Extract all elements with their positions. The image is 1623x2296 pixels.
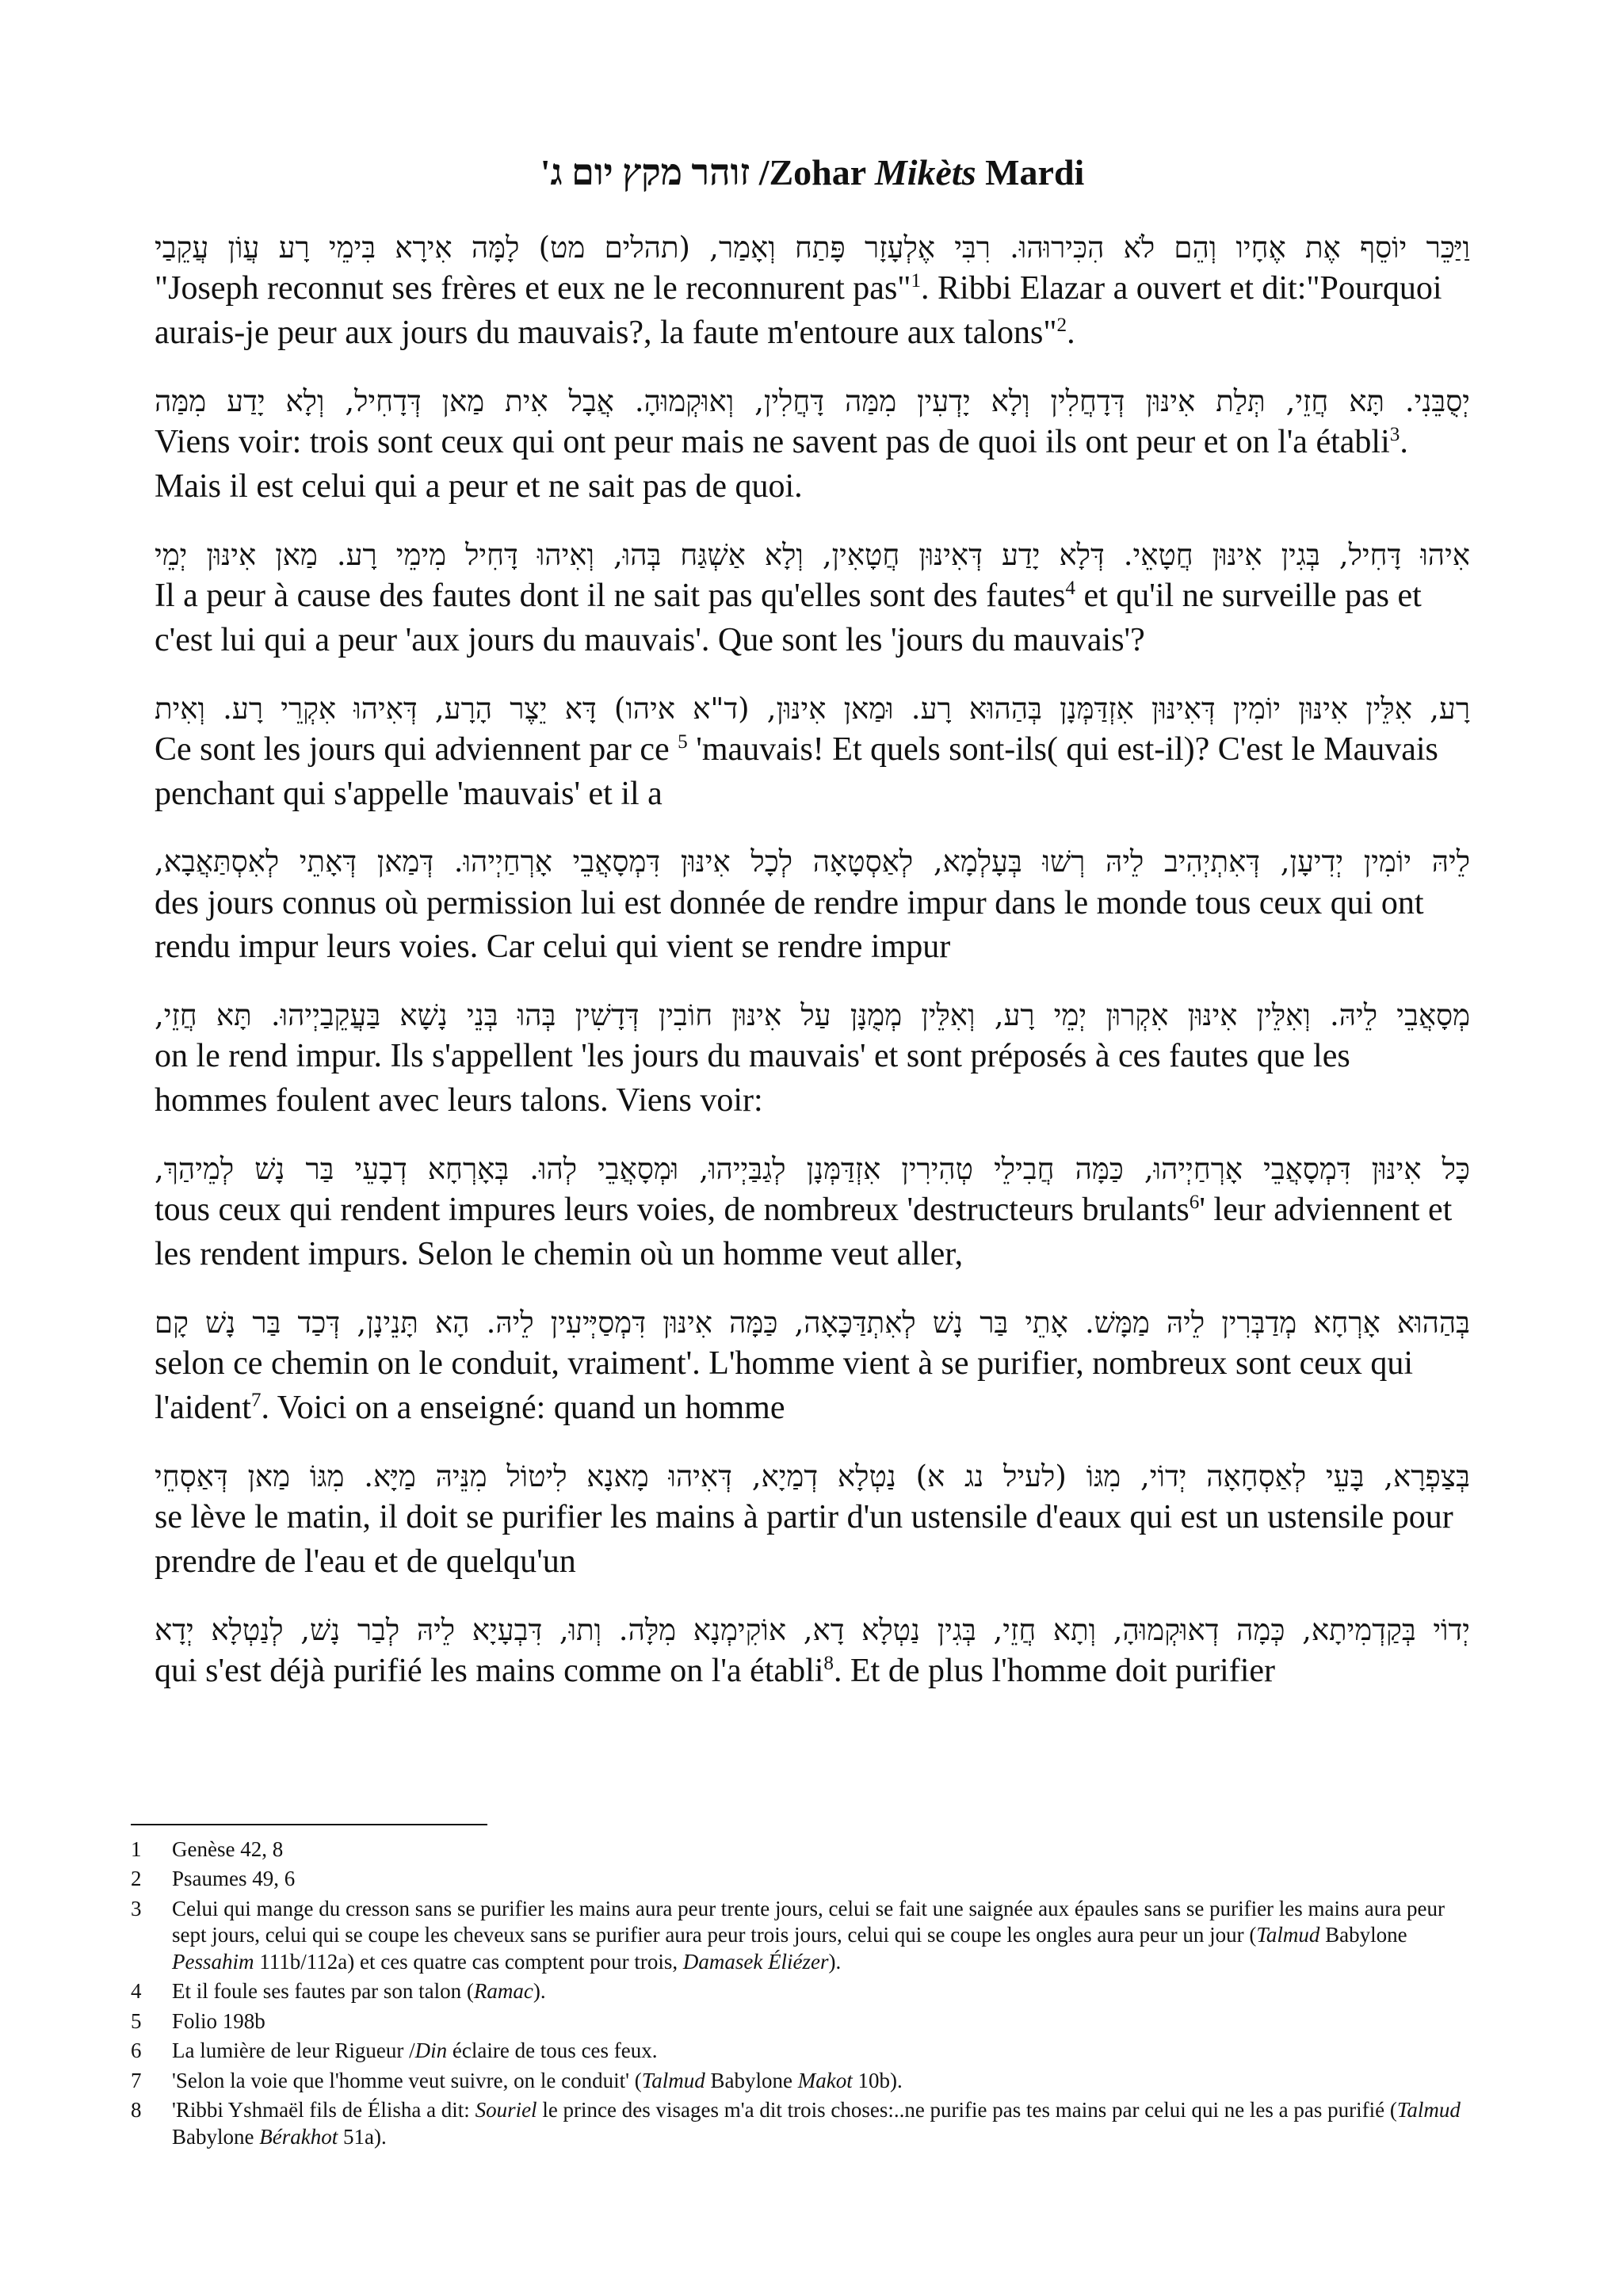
french-text: . Ribbi Elazar a ouvert et dit:"Pourquoi aurais-je peur aux jours du mauvais?, la faute m'entoure aux talons" [155, 270, 1442, 352]
hebrew-line: יְדוֹי בְּקַדְמִיתָא, כְּמָה דְאוּקְמוּהָ, וְתָא חֲזֵי, בְּגִין נַטְלָא דָא, אוֹקִימְנָא מִלָּה. וְתוּ, דִּבְעָיָא לֵיהּ לְבַר נָשׁ, לְנַטְלָא יְדָא [155, 1612, 1470, 1647]
footnote-ref: 5 [678, 730, 688, 753]
footnote-text-part: Genèse 42, 8 [172, 1837, 284, 1861]
footnote-text-part: Psaumes 49, 6 [172, 1867, 296, 1891]
footnote-text-part: Folio 198b [172, 2008, 265, 2033]
french-translation [155, 421, 1470, 509]
text-block [155, 843, 1470, 970]
french-translation [155, 267, 1470, 356]
footnote-text [172, 2097, 1470, 2150]
title-hebrew: זוהר מקץ יום ג' [540, 152, 750, 193]
french-translation [155, 1496, 1470, 1585]
french-text: et qu'il ne surveille pas et c'est lui qui a peur 'aux jours du mauvais'. Que sont les 'jours du mauvais'? [155, 577, 1422, 658]
footnote-ref: 4 [1065, 577, 1075, 599]
footnote-number: 8 [131, 2098, 142, 2122]
text-block [155, 1150, 1470, 1277]
text-block [155, 1458, 1470, 1585]
footnote-text-part: La lumière de leur Rigueur / [172, 2039, 415, 2063]
footnote-ref: 8 [823, 1652, 834, 1674]
footnote-text [172, 2038, 1470, 2064]
text-block [155, 383, 1470, 509]
text-block [155, 229, 1470, 356]
footnote-text-part: ). [533, 1979, 546, 2004]
footnote-text-part: 51a). [338, 2124, 387, 2149]
footnote-divider [131, 1824, 487, 1825]
footnote-ref: 7 [250, 1389, 262, 1411]
footnote-text-part: Et il foule ses fautes par son talon ( [172, 1979, 474, 2004]
footnote-text-part: Babylone [172, 2124, 260, 2149]
footnote-text-part: Bérakhot [259, 2124, 338, 2149]
page-title [155, 151, 1470, 194]
footnote-text-part: ). [828, 1949, 842, 1974]
hebrew-line: רָע, אִלֵּין אִינּוּן יוֹמִין דְּאִינּוּן אִזְדַּמְּנָן בְּהַהוּא רָע. וּמַאן אִינּוּן, (ד"א איהו) דָּא יֵצֶר הָרָע, דְּאִיהוּ אִקְרֵי רָע. וְאִית [155, 691, 1470, 726]
hebrew-line: מְסָאֲבֵי לֵיהּ. וְאִלֵּין אִינּוּן אִקְרוּן יְמֵי רָע, וְאִלֵּין מְמֻנָּן עַל אִינּוּן חוֹבִין דְּדָשִׁין בְּהוּ בְּנֵי נָשָׁא בַּעֲקֵבַיְיהוּ. תָּא חֲזֵי, [155, 998, 1470, 1033]
footnote [131, 2068, 1470, 2094]
footnote-text-part: Pessahim [172, 1949, 254, 1974]
footnote-ref: 1 [911, 270, 922, 292]
french-text: . Mais il est celui qui a peur et ne sait pas de quoi. [155, 424, 1408, 505]
footnote-number: 4 [131, 1979, 142, 2004]
footnote [131, 1866, 1470, 1892]
footnote-text [172, 1978, 1470, 2004]
french-text: tous ceux qui rendent impures leurs voies, de nombreux 'destructeurs brulants [155, 1192, 1190, 1229]
french-translation [155, 1650, 1470, 1694]
footnote-text-part: Talmud [641, 2068, 705, 2092]
french-translation [155, 574, 1470, 663]
french-text: Ce sont les jours qui adviennent par ce [155, 730, 678, 768]
footnote-text-part: Souriel [475, 2098, 537, 2122]
french-text: Il a peur à cause des fautes dont il ne sait pas qu'elles sont des fautes [155, 577, 1066, 614]
footnote-text-part: éclaire de tous ces feux. [447, 2039, 658, 2063]
footnote-text-part: Ramac [473, 1979, 533, 2004]
french-text: . Et de plus l'homme doit purifier [834, 1652, 1275, 1689]
french-text: 'mauvais! Et quels sont-ils( qui est-il)? C'est le Mauvais penchant qui s'appelle 'mauvais' et il a [155, 730, 1438, 812]
french-text: "Joseph reconnut ses frères et eux ne le reconnurent pas" [155, 270, 911, 307]
title-separator: / [750, 152, 769, 193]
footnote-text [172, 1896, 1470, 1975]
french-translation [155, 1188, 1470, 1277]
text-block [155, 997, 1470, 1123]
footnote-number: 2 [131, 1867, 142, 1891]
footnote-text [172, 1866, 1470, 1892]
footnote [131, 2097, 1470, 2150]
french-text: on le rend impur. Ils s'appellent 'les jours du mauvais' et sont préposés à ces fautes que les hommes foulent avec leurs talons. Viens voir: [155, 1038, 1350, 1119]
french-text: des jours connus où permission lui est donnée de rendre impur dans le monde tous ceux qui ont rendu impur leurs voies. Car celui qui vient se rendre impur [155, 884, 1424, 966]
footnote-text-part: Damasek Éliézer [682, 1949, 829, 1974]
text-block [155, 1611, 1470, 1694]
footnote-number: 5 [131, 2008, 142, 2033]
french-translation [155, 1342, 1470, 1431]
hebrew-line: לֵיהּ יוֹמִין יְדִיעָן, דְּאִתְיְהִיב לֵיהּ רְשׁוּ בְּעָלְמָא, לְאַסְטָאָה לְכָל אִינּוּן דִּמְסָאֲבֵי אָרְחַיְיהוּ. דְּמַאן דְּאָתֵי לְאִסְתַּאֲבָא, [155, 845, 1470, 879]
title-parasha: Mikèts [874, 152, 976, 193]
footnote-text-part: 'Ribbi Yshmaël fils de Élisha a dit: [172, 2098, 475, 2122]
footnote-text-part: Babylone [705, 2068, 798, 2092]
footnote [131, 2038, 1470, 2064]
page-body [155, 151, 1470, 1720]
footnote [131, 2008, 1470, 2035]
title-zohar: Zohar [769, 152, 875, 193]
text-block [155, 1304, 1470, 1431]
footnote-ref: 3 [1389, 424, 1400, 446]
footnote-text-part: le prince des visages m'a dit trois choses:..ne purifie pas tes mains par celui qui ne les a pas purifié ( [537, 2098, 1397, 2122]
footnote-text-part: 10b). [852, 2068, 903, 2092]
footnote [131, 1896, 1470, 1975]
footnote-number: 3 [131, 1896, 142, 1920]
hebrew-line: בְּהַהוּא אָרְחָא מְדַבְּרִין לֵיהּ מַמָּשׁ. אָתֵי בַּר נָשׁ לְאִתְדַּכָּאָה, כַּמָּה אִינּוּן דִּמְסַיְּיעִין לֵיהּ. הָא תָּנֵינָן, דְּכַד בַּר נָשׁ קָם [155, 1305, 1470, 1340]
footnote-ref: 2 [1056, 315, 1067, 337]
hebrew-line: אִיהוּ דָּחִיל, בְּגִין אִינּוּן חֲטָאֵי. דְּלָא יָדַע דְּאִינּוּן חֲטָאִין, וְלָא אַשְׁגַּח בְּהוּ, וְאִיהוּ דָּחִיל מִימֵי רָע. מַאן אִינּוּן יְמֵי [155, 537, 1470, 572]
french-translation [155, 882, 1470, 971]
footnote-number: 1 [131, 1837, 142, 1861]
footnote-number: 7 [131, 2068, 142, 2092]
hebrew-line: בְּצַפְרָא, בָּעֵי לְאַסְחָאָה יְדוֹי, מִגּוֹ (לעיל נג א) נַטְלָא דְמַיָא, דְּאִיהוּ מָאנָא לִיטוֹל מִנֵּיהּ מַיָּא. מִגּוֹ מַאן דְּאַסְחֵי [155, 1459, 1470, 1493]
footnote-text-part: Talmud [1256, 1923, 1320, 1947]
french-text: Viens voir: trois sont ceux qui ont peur mais ne savent pas de quoi ils ont peur et on l'a établi [155, 424, 1390, 461]
footnote-text-part: Celui qui mange du cresson sans se purifier les mains aura peur trente jours, celui se fait une saignée aux épaules sans se purifier les mains aura peur sept jours, celui qui se coupe les cheveux sans se purifier aura peur trois jours, celui qui se coupe les ongles aura peur un jour ( [172, 1896, 1445, 1947]
footnote [131, 1978, 1470, 2004]
footnote-text [172, 2068, 1470, 2094]
footnote-text-part: Makot [797, 2068, 853, 2092]
text-block [155, 536, 1470, 663]
footnote-number: 6 [131, 2039, 142, 2063]
hebrew-line: וַיַּכֵּר יוֹסֵף אֶת אֶחָיו וְהֵם לֹא הִכִּירוּהוּ. רִבִּי אֶלְעָזָר פָּתַח וְאָמַר, (תהלים מט) לָמָּה אִירָא בִּימֵי רָע עֲוֹן עֲקֵבַי [155, 231, 1470, 265]
footnote-text-part: 'Selon la voie que l'homme veut suivre, on le conduit' ( [172, 2068, 642, 2092]
footnote-text-part: Din [414, 2039, 448, 2063]
footnote-text [172, 1836, 1470, 1863]
footnote [131, 1836, 1470, 1863]
footnotes [131, 1836, 1470, 2153]
french-text: . [1067, 315, 1075, 352]
footnote-text-part: 111b/112a) et ces quatre cas comptent pour trois, [254, 1949, 683, 1974]
french-text: selon ce chemin on le conduit, vraiment'. L'homme vient à se purifier, nombreux sont ceux qui l'aident [155, 1344, 1414, 1426]
footnote-text-part: Babylone [1319, 1923, 1407, 1947]
footnote-text-part: Talmud [1396, 2098, 1461, 2122]
hebrew-line: יְסֻבֵּנִי. תָּא חֲזֵי, תְּלַת אִינּוּן דְּדָחֲלִין וְלָא יָדְעִין מִמַּה דָּחֲלִין, וְאוּקְמוּהָ. אֲבָל אִית מַאן דְּדָחִיל, וְלָא יָדַע מִמַּה [155, 384, 1470, 418]
french-text: se lève le matin, il doit se purifier les mains à partir d'un ustensile d'eaux qui est un ustensile pour prendre de l'eau et de quelqu'un [155, 1498, 1453, 1580]
french-translation [155, 728, 1470, 817]
french-text: qui s'est déjà purifié les mains comme on l'a établi [155, 1652, 824, 1689]
footnote-ref: 6 [1189, 1192, 1200, 1214]
text-blocks [155, 229, 1470, 1693]
title-day: Mardi [976, 152, 1085, 193]
french-translation [155, 1035, 1470, 1123]
french-text: . Voici on a enseigné: quand un homme [261, 1389, 785, 1426]
french-text: ' leur adviennent et les rendent impurs. Selon le chemin où un homme veut aller, [155, 1192, 1453, 1273]
footnote-text [172, 2008, 1470, 2035]
hebrew-line: כָּל אִינּוּן דִּמְסָאֲבֵי אָרְחַיְיהוּ, כַּמָּה חֲבִילֵי טְהִירִין אִזְדַּמְּנָן לְגַבַּיְיהוּ, וּמְסָאֲבֵי לְהוּ. בְּאָרְחָא דְבָעֵי בַּר נָשׁ לְמֵיהַךְ, [155, 1152, 1470, 1187]
text-block [155, 690, 1470, 817]
